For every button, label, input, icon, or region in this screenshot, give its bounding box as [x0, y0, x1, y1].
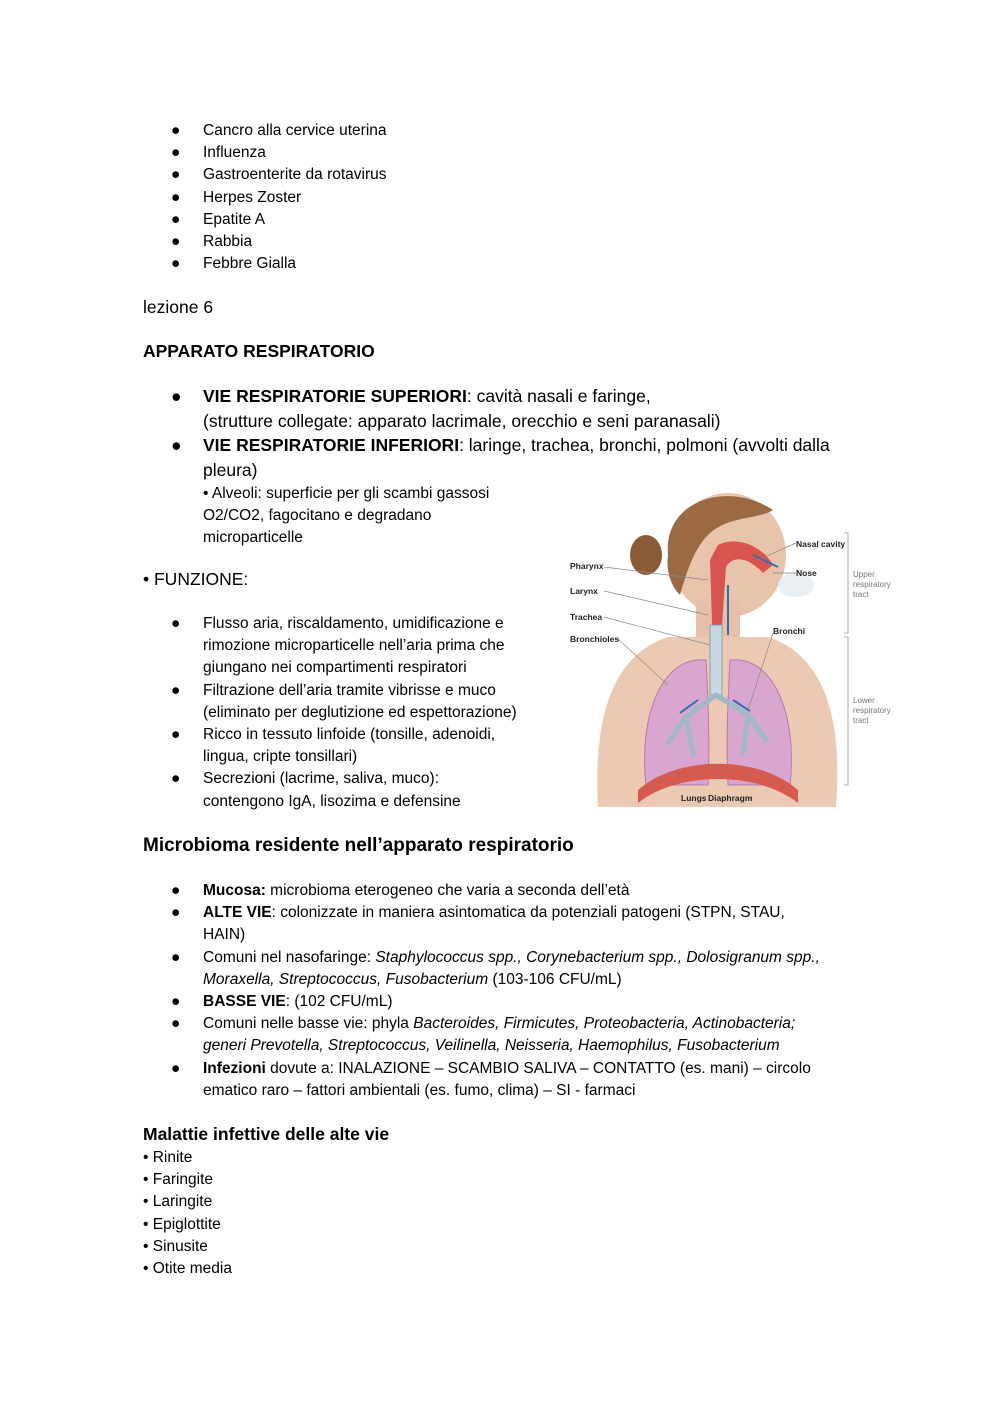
label-nasal-cavity: Nasal cavity	[796, 539, 846, 549]
label-diaphragm: Diaphragm	[708, 793, 753, 803]
list-item: • Rinite	[143, 1149, 193, 1166]
label-upper-tract: tract	[853, 590, 869, 599]
vaccine-list	[143, 120, 743, 275]
list-item: ● BASSE VIE: (102 CFU/mL)	[171, 993, 393, 1011]
list-item: ● ALTE VIE: colonizzate in maniera asintomatica da potenziali patogeni (STPN, STAU, HAIN)	[171, 904, 785, 944]
label-bronchioles: Bronchioles	[570, 634, 620, 644]
list-item: • Faringite	[143, 1171, 214, 1189]
microbioma-title: Microbioma residente nell’apparato respiratorio	[143, 835, 574, 856]
list-item: ● Influenza	[171, 144, 266, 162]
malattie-list	[143, 1147, 232, 1280]
list-item: ● Epatite A	[171, 210, 266, 228]
lower-tract-bracket	[844, 637, 848, 785]
list-item: • Laringite	[143, 1193, 213, 1211]
list-item: ● Rabbia	[171, 233, 253, 251]
label-pharynx: Pharynx	[570, 561, 604, 571]
list-item: ● Infezioni dovute a: INALAZIONE – SCAMBIO SALIVA – CONTATTO (es. mani) – circolo ematico raro – fattori ambientali (es. fumo, clima) – SI - farmaci	[171, 1059, 811, 1099]
label-upper-tract: Upper	[853, 570, 875, 579]
alveoli-text: • Alveoli: superficie per gli scambi gassosi O2/CO2, fagocitano e degradano microparticelle	[203, 485, 490, 547]
list-item: • Otite media	[143, 1260, 232, 1278]
label-bronchi: Bronchi	[773, 626, 806, 636]
label-larynx: Larynx	[570, 586, 598, 596]
list-item: ● Filtrazione dell’aria tramite vibrisse e muco (eliminato per deglutizione ed espettorazione)	[171, 681, 517, 721]
vie-list	[143, 384, 903, 482]
lesson-label: lezione 6	[143, 297, 214, 317]
list-item: • Sinusite	[143, 1237, 208, 1255]
label-lower-tract: Lower	[853, 696, 875, 705]
list-item: • Epiglottite	[143, 1215, 221, 1233]
list-item: ● Ricco in tessuto linfoide (tonsille, adenoidi, lingua, cripte tonsillari)	[171, 726, 496, 766]
section-title: APPARATO RESPIRATORIO	[143, 341, 375, 361]
funzione-label: • FUNZIONE:	[143, 569, 249, 589]
hair-bun	[630, 535, 662, 575]
list-item: ● Comuni nel nasofaringe: Staphylococcus spp., Corynebacterium spp., Dolosigranum spp., Moraxella, Streptococcus, Fusobacterium (103-106 CFU/mL)	[171, 948, 820, 988]
list-item: ● Febbre Gialla	[171, 255, 297, 273]
list-item: ● Herpes Zoster	[171, 188, 302, 206]
label-lower-tract: tract	[853, 716, 869, 725]
label-lower-tract: respiratory	[853, 706, 891, 715]
respiratory-system-figure	[568, 485, 903, 807]
label-upper-tract: respiratory	[853, 580, 891, 589]
label-trachea: Trachea	[570, 612, 603, 622]
trachea	[710, 625, 722, 695]
list-item: ● Flusso aria, riscaldamento, umidificazione e rimozione microparticelle nell’aria prima che giungano nei compartimenti respiratori	[171, 615, 505, 677]
list-item: ● Secrezioni (lacrime, saliva, muco): contengono IgA, lisozima e defensine	[171, 770, 461, 810]
malattie-title: Malattie infettive delle alte vie	[143, 1124, 390, 1144]
list-item: ● Cancro alla cervice uterina	[171, 122, 387, 139]
label-lungs: Lungs	[681, 793, 707, 803]
microbioma-list	[143, 880, 903, 1102]
list-item: ● Mucosa: microbioma eterogeneo che varia a seconda dell’età	[171, 882, 630, 899]
list-item: ● VIE RESPIRATORIE SUPERIORI: cavità nasali e faringe, (strutture collegate: apparato lacrimale, orecchio e seni paranasali)	[171, 386, 721, 431]
list-item: ● VIE RESPIRATORIE INFERIORI: laringe, trachea, bronchi, polmoni (avvolti dalla pleura)	[171, 435, 830, 480]
list-item: ● Gastroenterite da rotavirus	[171, 166, 387, 184]
label-nose: Nose	[796, 568, 817, 578]
funzione-list	[143, 613, 563, 813]
list-item: ● Comuni nelle basse vie: phyla Bacteroides, Firmicutes, Proteobacteria, Actinobacteria; generi Prevotella, Streptococcus, Veilinella, Neisseria, Haemophilus, Fusobacterium	[171, 1015, 796, 1055]
